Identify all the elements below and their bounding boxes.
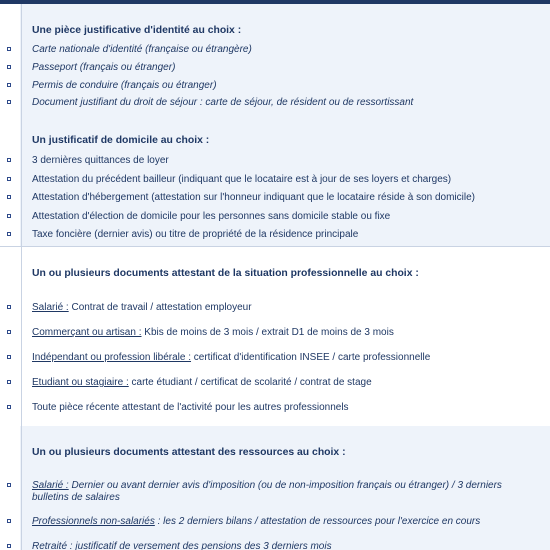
document-checklist <box>0 4 550 550</box>
column-divider <box>21 4 22 114</box>
item-text <box>32 352 537 364</box>
checkbox-bullet-icon <box>7 232 11 236</box>
checkbox-bullet-icon <box>7 544 11 548</box>
item-text <box>32 480 537 504</box>
section-address <box>0 114 550 247</box>
section-heading: Un justificatif de domicile au choix : <box>32 135 210 146</box>
item-text: Attestation du précédent bailleur (indiquant que le locataire est à jour de ses loyers et charges) <box>32 174 452 185</box>
checkbox-bullet-icon <box>7 47 11 51</box>
item-text: Passeport (français ou étranger) <box>32 62 176 73</box>
checkbox-bullet-icon <box>7 330 11 334</box>
checkbox-bullet-icon <box>7 483 11 487</box>
checkbox-bullet-icon <box>7 177 11 181</box>
section-identity <box>0 4 550 115</box>
column-divider <box>21 246 22 426</box>
item-label: Professionnels non-salariés <box>32 516 155 527</box>
checkbox-bullet-icon <box>7 158 11 162</box>
item-detail: carte étudiant / certificat de scolarité / contrat de stage <box>128 377 372 388</box>
item-text: Attestation d'hébergement (attestation sur l'honneur indiquant que le locataire réside à son domicile) <box>32 192 475 203</box>
column-divider <box>21 114 22 246</box>
item-detail: Dernier ou avant dernier avis d'imposition (ou de non-imposition français ou étranger) / 3 derniers bulletins de salaires <box>32 480 502 503</box>
item-text <box>32 377 537 389</box>
section-professional-status <box>0 246 550 427</box>
column-divider <box>21 426 22 550</box>
item-text: Toute pièce récente attestant de l'activité pour les autres professionnels <box>32 402 349 413</box>
item-text: Document justifiant du droit de séjour : carte de séjour, de résident ou de ressortissant <box>32 97 414 108</box>
checkbox-bullet-icon <box>7 195 11 199</box>
item-text <box>32 541 537 550</box>
item-label: Etudiant ou stagiaire : <box>32 377 129 388</box>
item-text: Taxe foncière (dernier avis) ou titre de propriété de la résidence principale <box>32 229 359 240</box>
item-text <box>32 327 537 339</box>
section-heading: Un ou plusieurs documents attestant des ressources au choix : <box>32 447 346 458</box>
section-heading: Une pièce justificative d'identité au choix : <box>32 25 242 36</box>
item-detail: Kbis de moins de 3 mois / extrait D1 de moins de 3 mois <box>141 327 394 338</box>
section-resources <box>0 426 550 550</box>
item-detail: : justificatif de versement des pensions des 3 derniers mois <box>67 541 332 550</box>
item-detail: certificat d'identification INSEE / carte professionnelle <box>191 352 431 363</box>
checkbox-bullet-icon <box>7 405 11 409</box>
item-label: Salarié : <box>32 302 69 313</box>
item-label: Commerçant ou artisan : <box>32 327 142 338</box>
checkbox-bullet-icon <box>7 65 11 69</box>
item-text <box>32 302 537 314</box>
item-text: Attestation d'élection de domicile pour les personnes sans domicile stable ou fixe <box>32 211 391 222</box>
section-heading: Un ou plusieurs documents attestant de la situation professionnelle au choix : <box>32 268 419 279</box>
checkbox-bullet-icon <box>7 100 11 104</box>
item-detail: : les 2 derniers bilans / attestation de ressources pour l'exercice en cours <box>154 516 481 527</box>
item-text: Carte nationale d'identité (française ou étrangère) <box>32 44 252 55</box>
item-label: Indépendant ou profession libérale : <box>32 352 192 363</box>
checkbox-bullet-icon <box>7 380 11 384</box>
checkbox-bullet-icon <box>7 355 11 359</box>
item-label: Salarié : <box>32 480 69 491</box>
item-detail: Contrat de travail / attestation employeur <box>68 302 252 313</box>
checkbox-bullet-icon <box>7 214 11 218</box>
checkbox-bullet-icon <box>7 83 11 87</box>
item-text <box>32 516 537 528</box>
checkbox-bullet-icon <box>7 519 11 523</box>
item-label: Retraité <box>32 541 68 550</box>
checkbox-bullet-icon <box>7 305 11 309</box>
item-text: Permis de conduire (français ou étranger) <box>32 80 217 91</box>
item-text: 3 dernières quittances de loyer <box>32 155 169 166</box>
